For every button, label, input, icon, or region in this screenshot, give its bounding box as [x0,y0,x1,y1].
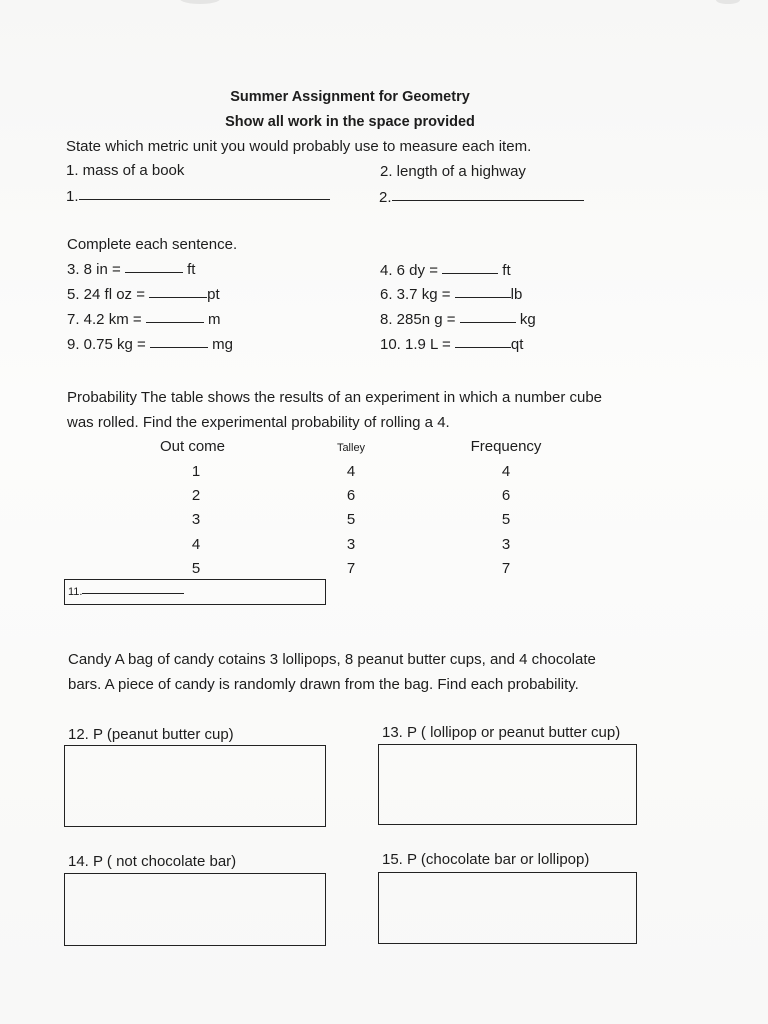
section3-intro-line1: Probability The table shows the results of an experiment in which a number cube [67,389,603,406]
question-12-label: 12. P (peanut butter cup) [68,726,234,743]
question-5 [67,286,220,303]
answer-1-label: 1. [66,188,79,205]
table-cell-outcome: 2 [191,487,201,504]
table-cell-talley: 7 [346,560,356,577]
section2-instruction: Complete each sentence. [67,236,238,253]
question-2-label: 2. length of a highway [380,163,526,180]
table-cell-frequency: 6 [501,487,511,504]
question-9 [67,336,233,353]
page-subtitle: Show all work in the space provided [225,114,475,130]
question-7-blank[interactable] [146,322,204,323]
question-14-label: 14. P ( not chocolate bar) [68,853,237,870]
question-5-unit: pt [207,286,220,303]
table-cell-outcome: 3 [191,511,201,528]
question-8-unit: kg [515,311,536,328]
answer-11-blank[interactable] [82,593,184,594]
section3-intro-line2: was rolled. Find the experimental probability of rolling a 4. [67,414,450,431]
question-13-label: 13. P ( lollipop or peanut butter cup) [382,724,621,741]
answer-2 [379,189,584,206]
question-8-blank[interactable] [460,322,516,323]
question-10 [380,336,523,353]
table-header-talley: Talley [336,442,366,454]
question-4-text: 4. 6 dy = [380,262,443,279]
table-cell-talley: 3 [346,536,356,553]
question-7-unit: m [203,311,221,328]
question-6-text: 6. 3.7 kg = [380,286,455,303]
question-3-unit: ft [182,261,196,278]
answer-1 [66,188,330,205]
table-cell-frequency: 3 [501,536,511,553]
question-4-unit: ft [498,262,511,279]
scan-smudge [180,0,220,4]
question-4-blank[interactable] [442,273,498,274]
section4-intro-line2: bars. A piece of candy is randomly drawn from the bag. Find each probability. [68,676,579,693]
answer-11-box[interactable] [64,579,326,605]
question-3 [67,261,195,278]
table-cell-talley: 4 [346,463,356,480]
answer-11 [68,586,184,598]
table-cell-outcome: 5 [191,560,201,577]
question-7 [67,311,220,328]
question-9-blank[interactable] [150,347,208,348]
table-cell-frequency: 5 [501,511,511,528]
question-8 [380,311,536,328]
answer-14-box[interactable] [64,873,326,946]
table-cell-talley: 6 [346,487,356,504]
page-title: Summer Assignment for Geometry [230,89,470,105]
table-cell-talley: 5 [346,511,356,528]
question-10-text: 10. 1.9 L = [380,336,455,353]
question-6 [380,286,522,303]
question-5-blank[interactable] [149,297,207,298]
question-15-label: 15. P (chocolate bar or lollipop) [382,851,590,868]
question-9-unit: mg [207,336,233,353]
table-cell-frequency: 7 [501,560,511,577]
section1-instruction: State which metric unit you would probably use to measure each item. [66,138,532,155]
scan-smudge [716,0,740,4]
question-3-text: 3. 8 in = [67,261,125,278]
question-10-blank[interactable] [455,347,511,348]
answer-1-blank[interactable] [79,199,330,200]
question-8-text: 8. 285n g = [380,311,460,328]
answer-15-box[interactable] [378,872,637,944]
table-header-outcome: Out come [160,438,226,455]
answer-2-blank[interactable] [392,200,584,201]
question-1-label: 1. mass of a book [66,162,185,179]
question-9-text: 9. 0.75 kg = [67,336,150,353]
answer-13-box[interactable] [378,744,637,825]
section4-intro-line1: Candy A bag of candy cotains 3 lollipops, 8 peanut butter cups, and 4 chocolate [68,651,596,668]
question-10-unit: qt [510,336,524,353]
question-7-text: 7. 4.2 km = [67,311,146,328]
question-4 [380,262,511,279]
answer-2-label: 2. [379,189,392,206]
question-6-blank[interactable] [455,297,511,298]
table-cell-outcome: 1 [191,463,201,480]
table-header-frequency: Frequency [470,438,542,455]
question-3-blank[interactable] [125,272,183,273]
table-cell-outcome: 4 [191,536,201,553]
answer-12-box[interactable] [64,745,326,827]
answer-11-label: 11. [68,586,83,598]
table-cell-frequency: 4 [501,463,511,480]
question-5-text: 5. 24 fl oz = [67,286,150,303]
question-6-unit: lb [510,286,523,303]
